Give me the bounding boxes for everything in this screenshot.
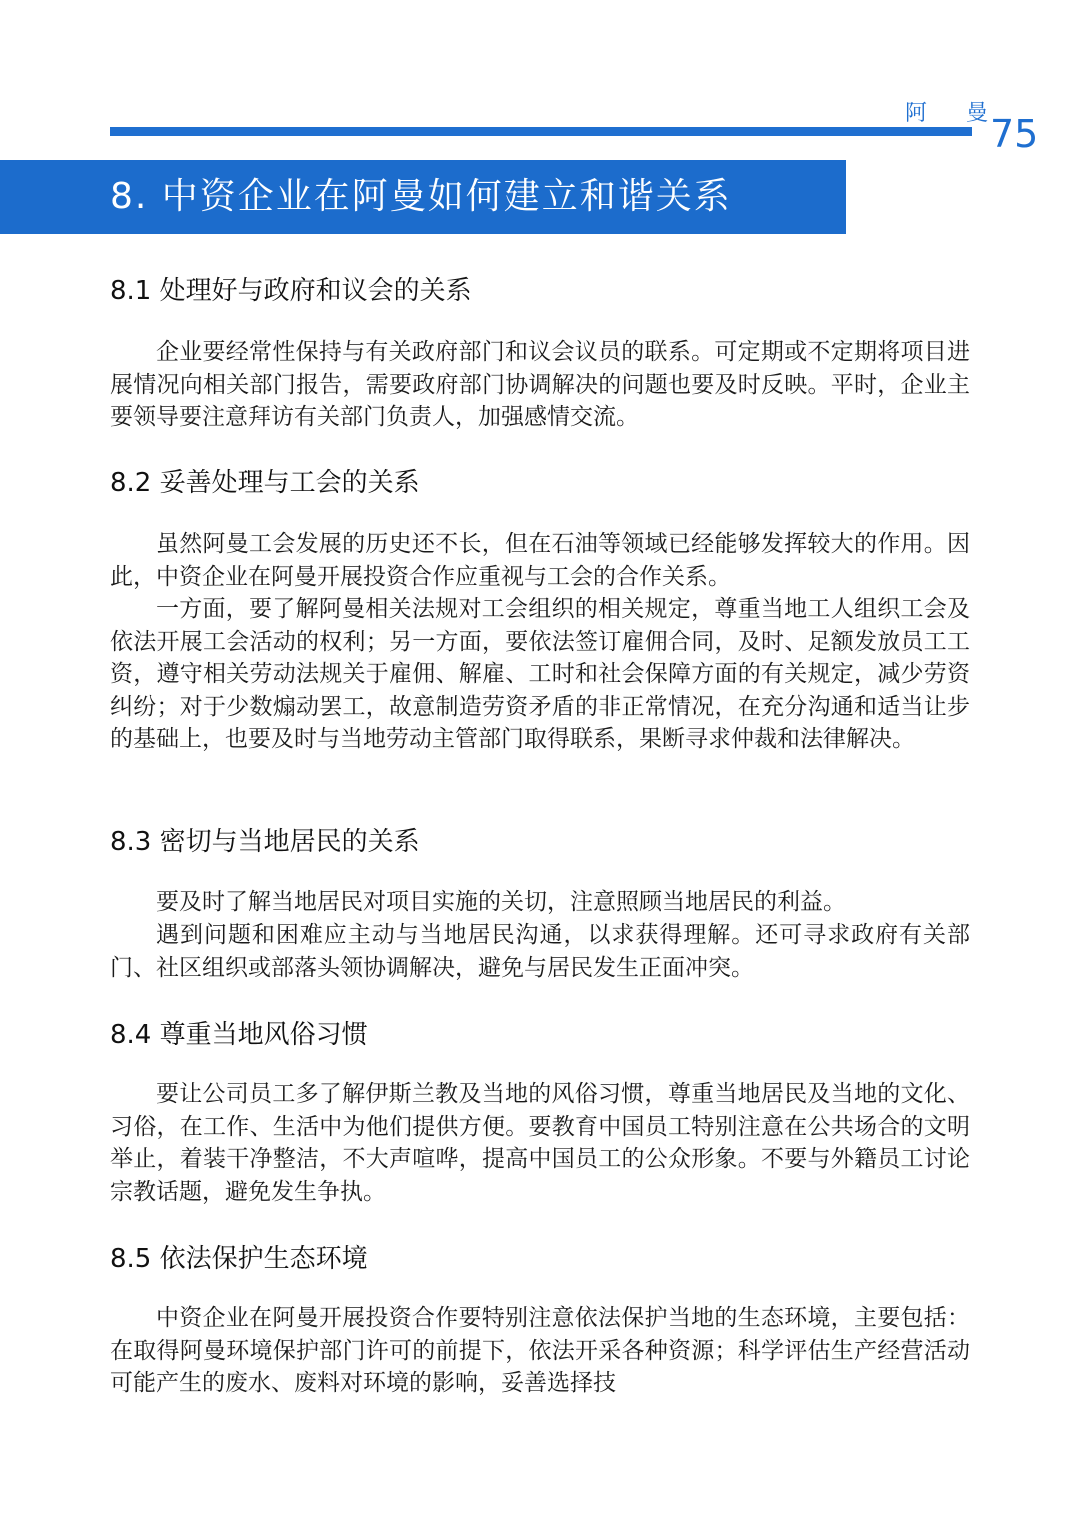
section-heading: 8.5 依法保护生态环境: [110, 1244, 368, 1274]
page-number: 75: [990, 112, 1039, 156]
paragraph: 企业要经常性保持与有关政府部门和议会议员的联系。可定期或不定期将项目进展情况向相关部门报告，需要政府部门协调解决的问题也要及时反映。平时，企业主要领导要注意拜访有关部门负责人，加强感情交流。: [110, 339, 970, 430]
paragraph: 要让公司员工多了解伊斯兰教及当地的风俗习惯，尊重当地居民及当地的文化、习俗，在工作、生活中为他们提供方便。要教育中国员工特别注意在公共场合的文明举止，着装干净整洁，不大声喧哗，提高中国员工的公众形象。不要与外籍员工讨论宗教话题，避免发生争执。: [110, 1081, 970, 1205]
section-heading: 8.3 密切与当地居民的关系: [110, 827, 420, 857]
header-rule: [110, 127, 972, 136]
paragraph: 遇到问题和困难应主动与当地居民沟通，以求获得理解。还可寻求政府有关部门、社区组织或部落头领协调解决，避免与居民发生正面冲突。: [110, 922, 970, 981]
section-heading: 8.4 尊重当地风俗习惯: [110, 1020, 368, 1050]
paragraph: 中资企业在阿曼开展投资合作要特别注意依法保护当地的生态环境，主要包括：在取得阿曼环境保护部门许可的前提下，依法开采各种资源；科学评估生产经营活动可能产生的废水、废料对环境的影响，妥善选择技: [110, 1305, 970, 1396]
section-heading: 8.1 处理好与政府和议会的关系: [110, 276, 472, 306]
paragraph: 要及时了解当地居民对项目实施的关切，注意照顾当地居民的利益。: [156, 889, 846, 915]
paragraph: 一方面，要了解阿曼相关法规对工会组织的相关规定，尊重当地工人组织工会及依法开展工会活动的权利；另一方面，要依法签订雇佣合同，及时、足额发放员工工资，遵守相关劳动法规关于雇佣、解雇、工时和社会保障方面的有关规定，减少劳资纠纷；对于少数煽动罢工，故意制造劳资矛盾的非正常情况，在充分沟通和适当让步的基础上，也要及时与当地劳动主管部门取得联系，果断寻求仲裁和法律解决。: [110, 596, 970, 752]
section-heading: 8.2 妥善处理与工会的关系: [110, 468, 420, 498]
chapter-title: 8. 中资企业在阿曼如何建立和谐关系: [110, 176, 732, 217]
paragraph: 虽然阿曼工会发展的历史还不长，但在石油等领域已经能够发挥较大的作用。因此，中资企业在阿曼开展投资合作应重视与工会的合作关系。: [110, 531, 970, 590]
running-head: 阿 曼: [905, 101, 1004, 126]
